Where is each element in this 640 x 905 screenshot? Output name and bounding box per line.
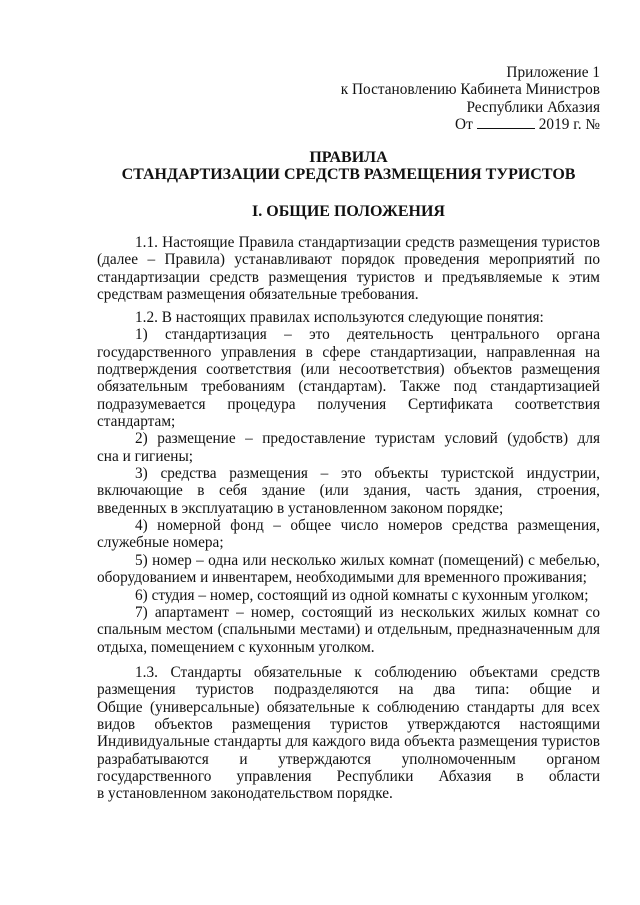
text-line: 1) стандартизация – это деятельность центрального органа — [135, 326, 600, 344]
text-line: государственного управления в сфере стандартизации, направленная на — [97, 343, 600, 361]
text-line: в установленном законодательством порядке. — [97, 785, 393, 803]
section-heading: I. ОБЩИЕ ПОЛОЖЕНИЯ — [252, 203, 445, 220]
text-line: 6) студия – номер, состоящий из одной комнаты с кухонным уголком; — [135, 586, 589, 604]
text-line: средствам размещения обязательные требования. — [97, 286, 419, 304]
date-blank-line — [477, 116, 535, 129]
text-line: 1.1. Настоящие Правила стандартизации средств размещения туристов — [135, 234, 600, 251]
paragraph-1-2 — [97, 309, 600, 656]
text-line: 5) номер – одна или несколько жилых комнат (помещений) с мебелью, — [135, 551, 600, 569]
text-line: 2) размещение – предоставление туристам условий (удобств) для — [135, 430, 600, 448]
text-line: стандартам; — [97, 413, 176, 431]
text-line: Общие (универсальные) обязательные к соблюдению стандарты для всех — [97, 698, 600, 716]
text-line: размещения туристов подразделяются на два типа: общие и — [97, 681, 600, 699]
title-line-1: ПРАВИЛА — [309, 149, 388, 166]
appendix-header — [97, 64, 600, 133]
text-line: служебные номера; — [97, 534, 224, 552]
text-line: сна и гигиены; — [97, 447, 194, 465]
text-line: государственного управления Республики Абхазия в области — [97, 768, 600, 786]
text-line: подразумевается процедура получения Сертификата соответствия — [97, 395, 600, 413]
text-line: 1.2. В настоящих правилах используются следующие понятия: — [135, 309, 544, 326]
text-line: обязательным требованиям (стандартам). Также под стандартизацией — [97, 378, 600, 396]
title-line-2: СТАНДАРТИЗАЦИИ СРЕДСТВ РАЗМЕЩЕНИЯ ТУРИСТОВ — [121, 166, 576, 184]
text-line: разрабатываются и утверждаются уполномоченным органом — [97, 750, 600, 768]
text-line: Индивидуальные стандарты для каждого вида объекта размещения туристов — [97, 733, 600, 751]
text-line: видов объектов размещения туристов утверждаются настоящими — [97, 716, 600, 734]
text-line: отдыха, помещением с кухонным уголком. — [97, 638, 375, 656]
paragraph-1-1 — [97, 234, 600, 303]
paragraph-1-3 — [97, 664, 600, 803]
text-line: 4) номерной фонд – общее число номеров средства размещения, — [135, 517, 600, 535]
text-line: введенных в эксплуатацию в установленном законом порядке; — [97, 499, 504, 517]
text-line: 1.3. Стандарты обязательные к соблюдению объектами средств — [135, 664, 600, 681]
text-line: (далее – Правила) устанавливают порядок проведения мероприятий по — [97, 251, 600, 269]
text-line: включающие в себя здание (или здания, часть здания, строения, — [97, 482, 600, 500]
appendix-date — [97, 116, 600, 133]
date-prefix: От — [455, 116, 473, 134]
appendix-republic: Республики Абхазия — [466, 98, 600, 116]
appendix-reference: к Постановлению Кабинета Министров — [340, 81, 600, 99]
text-line: оборудованием и инвентарем, необходимыми для временного проживания; — [97, 569, 587, 587]
text-line: 7) апартамент – номер, состоящий из нескольких жилых комнат со — [135, 603, 600, 621]
document-title — [97, 149, 600, 184]
appendix-number: Приложение 1 — [506, 64, 600, 81]
text-line: подтверждения соответствия (или несоответствия) объектов размещения — [97, 361, 600, 379]
text-line: 3) средства размещения – это объекты туристской индустрии, — [135, 465, 600, 483]
text-line: стандартизации средств размещения туристов и предъявляемые к этим — [97, 268, 600, 286]
date-suffix: 2019 г. № — [538, 116, 600, 134]
text-line: спальным местом (спальными местами) и отдельным, предназначенным для — [97, 621, 600, 639]
